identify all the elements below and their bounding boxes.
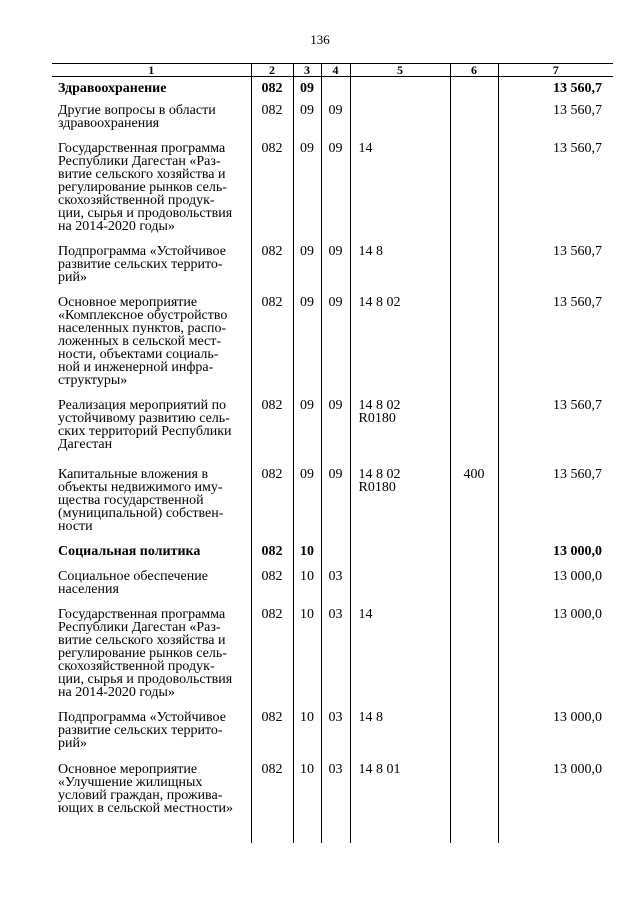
section-code-cell: 09 [293, 77, 321, 99]
row-name-cell: Другие вопросы в области здравоохранения [58, 103, 216, 131]
section-code-cell: 09 [293, 136, 321, 239]
amount-cell: 13 000,0 [498, 539, 613, 564]
ministry-code-cell: 082 [251, 564, 293, 602]
row-name-cell: Государственная программа Республики Дагестан «Раз- витие сельского хозяйства и регулирование рынков сель- скохозяйственной продук- ции, сырья и продовольствия на 2014-2020 годы» [58, 141, 233, 234]
section-code-cell: 10 [293, 602, 321, 705]
target-item-cell: 14 8 02 R0180 [350, 462, 450, 539]
ministry-code-cell: 082 [251, 393, 293, 462]
expense-type-cell [450, 239, 498, 290]
section-code-cell: 09 [293, 290, 321, 393]
ministry-code-cell: 082 [251, 602, 293, 705]
budget-table [52, 63, 613, 843]
amount-cell: 13 560,7 [498, 290, 613, 393]
row-name-cell: Подпрограмма «Устойчивое развитие сельских террито- рий» [58, 710, 226, 751]
table-row [52, 564, 613, 602]
subsection-code-cell [321, 77, 350, 99]
subsection-code-cell: 09 [321, 393, 350, 462]
table-row [52, 98, 613, 136]
ministry-code-cell: 082 [251, 239, 293, 290]
amount-cell: 13 560,7 [498, 239, 613, 290]
target-item-cell: 14 8 02 R0180 [350, 393, 450, 462]
target-item-cell: 14 [350, 602, 450, 705]
ministry-code-cell: 082 [251, 98, 293, 136]
subsection-code-cell: 09 [321, 98, 350, 136]
row-name-cell: Социальное обеспечение населения [58, 569, 208, 597]
target-item-cell [350, 98, 450, 136]
header-col-3: 3 [293, 64, 321, 77]
section-code-cell: 10 [293, 757, 321, 843]
subsection-code-cell: 09 [321, 239, 350, 290]
amount-cell: 13 560,7 [498, 136, 613, 239]
row-name-cell: Социальная политика [58, 544, 201, 559]
amount-cell: 13 000,0 [498, 564, 613, 602]
row-name-cell: Подпрограмма «Устойчивое развитие сельских террито- рий» [58, 244, 226, 285]
section-code-cell: 09 [293, 239, 321, 290]
target-item-cell [350, 564, 450, 602]
table-row [52, 705, 613, 757]
table-row [52, 77, 613, 99]
section-code-cell: 09 [293, 98, 321, 136]
page-number: 136 [310, 32, 330, 47]
expense-type-cell [450, 290, 498, 393]
amount-cell: 13 000,0 [498, 757, 613, 843]
subsection-code-cell: 09 [321, 462, 350, 539]
section-code-cell: 10 [293, 705, 321, 757]
subsection-code-cell: 03 [321, 705, 350, 757]
amount-cell: 13 560,7 [498, 462, 613, 539]
subsection-code-cell: 03 [321, 602, 350, 705]
table-row [52, 239, 613, 290]
expense-type-cell [450, 539, 498, 564]
target-item-cell: 14 8 [350, 705, 450, 757]
table-row [52, 290, 613, 393]
table-row [52, 136, 613, 239]
table-row [52, 757, 613, 843]
row-name-cell: Капитальные вложения в объекты недвижимого иму- щества государственной (муниципальной) собствен- ности [58, 467, 224, 534]
header-col-6: 6 [450, 64, 498, 77]
ministry-code-cell: 082 [251, 539, 293, 564]
amount-cell: 13 560,7 [498, 393, 613, 462]
subsection-code-cell: 03 [321, 757, 350, 843]
amount-cell: 13 560,7 [498, 98, 613, 136]
table-row [52, 539, 613, 564]
amount-cell: 13 000,0 [498, 705, 613, 757]
subsection-code-cell: 03 [321, 564, 350, 602]
table-row [52, 462, 613, 539]
section-code-cell: 10 [293, 539, 321, 564]
table-row [52, 602, 613, 705]
target-item-cell: 14 8 02 [350, 290, 450, 393]
ministry-code-cell: 082 [251, 462, 293, 539]
section-code-cell: 10 [293, 564, 321, 602]
section-code-cell: 09 [293, 393, 321, 462]
expense-type-cell [450, 602, 498, 705]
header-col-2: 2 [251, 64, 293, 77]
row-name-cell: Реализация мероприятий по устойчивому развитию сель- ских территорий Республики Дагестан [58, 398, 232, 452]
target-item-cell: 14 8 [350, 239, 450, 290]
ministry-code-cell: 082 [251, 136, 293, 239]
row-name-cell: Государственная программа Республики Дагестан «Раз- витие сельского хозяйства и регулирование рынков сель- скохозяйственной продук- ции, сырья и продовольствия на 2014-2020 годы» [58, 607, 233, 700]
table-row [52, 393, 613, 462]
expense-type-cell [450, 393, 498, 462]
ministry-code-cell: 082 [251, 77, 293, 99]
expense-type-cell: 400 [450, 462, 498, 539]
subsection-code-cell: 09 [321, 136, 350, 239]
row-name-cell: Здравоохранение [58, 81, 167, 96]
expense-type-cell [450, 136, 498, 239]
amount-cell: 13 000,0 [498, 602, 613, 705]
row-name-cell: Основное мероприятие «Улучшение жилищных условий граждан, прожива- ющих в сельской местности» [58, 762, 234, 816]
header-row [52, 64, 613, 77]
expense-type-cell [450, 564, 498, 602]
amount-cell: 13 560,7 [498, 77, 613, 99]
expense-type-cell [450, 757, 498, 843]
ministry-code-cell: 082 [251, 705, 293, 757]
target-item-cell [350, 77, 450, 99]
expense-type-cell [450, 77, 498, 99]
expense-type-cell [450, 98, 498, 136]
target-item-cell: 14 [350, 136, 450, 239]
ministry-code-cell: 082 [251, 290, 293, 393]
header-col-4: 4 [321, 64, 350, 77]
header-col-5: 5 [350, 64, 450, 77]
target-item-cell [350, 539, 450, 564]
subsection-code-cell: 09 [321, 290, 350, 393]
target-item-cell: 14 8 01 [350, 757, 450, 843]
ministry-code-cell: 082 [251, 757, 293, 843]
header-col-1: 1 [52, 64, 251, 77]
section-code-cell: 09 [293, 462, 321, 539]
subsection-code-cell [321, 539, 350, 564]
row-name-cell: Основное мероприятие «Комплексное обустройство населенных пунктов, распо- ложенных в сельской мест- ности, объектами социаль- ной и инженерной инфра- структуры» [58, 295, 228, 388]
header-col-7: 7 [498, 64, 613, 77]
expense-type-cell [450, 705, 498, 757]
